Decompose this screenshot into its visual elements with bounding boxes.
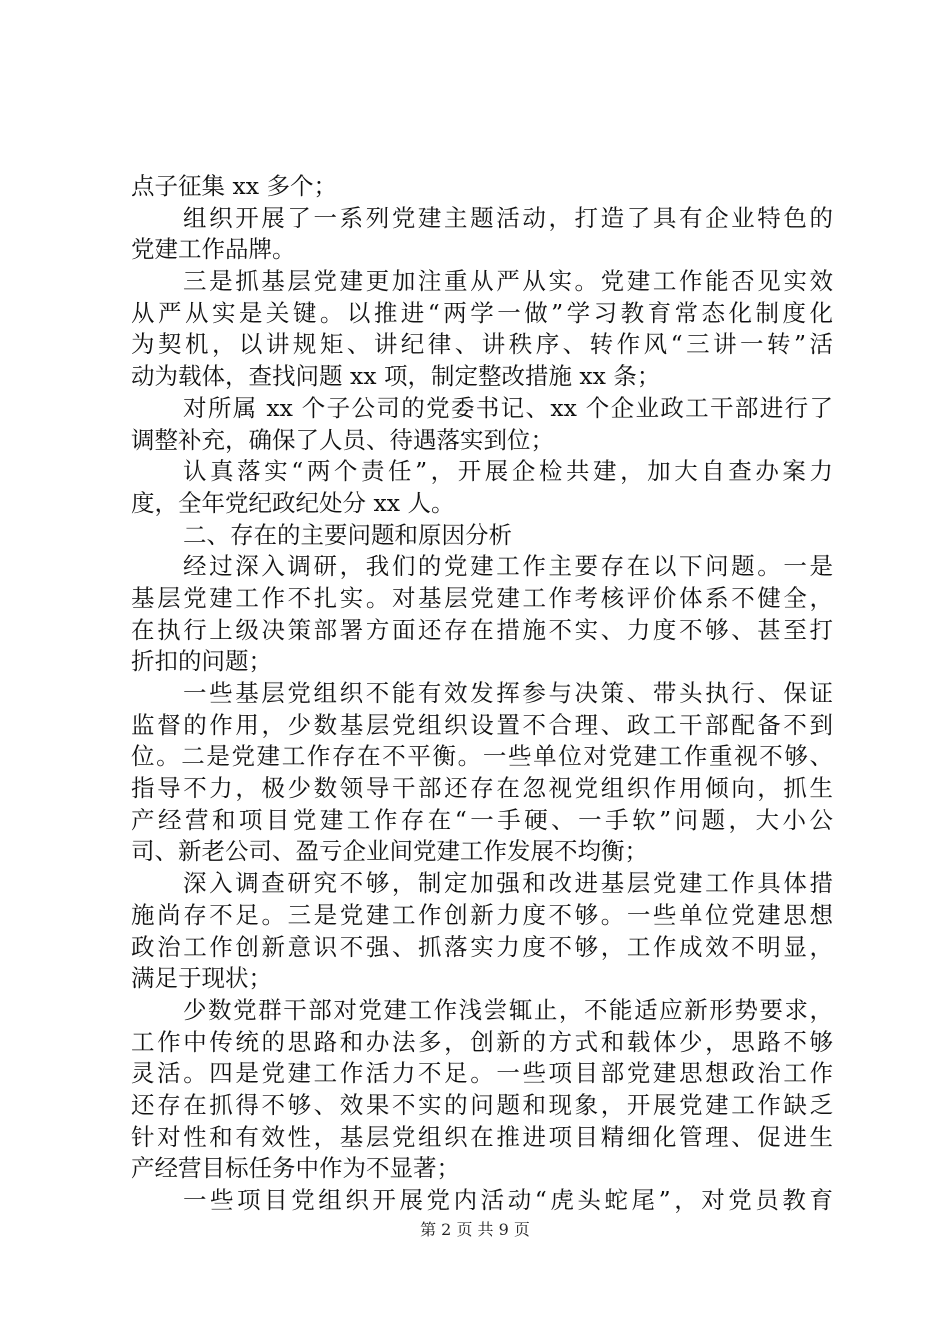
text-line: 组织开展了一系列党建主题活动，打造了具有企业特色的 (183, 203, 833, 232)
text-line: 折扣的问题； (131, 647, 272, 676)
text-line: 经过深入调研，我们的党建工作主要存在以下问题。一是 (183, 552, 833, 581)
text-line: 从严从实是关键。以推进“两学一做”学习教育常态化制度化 (131, 298, 833, 327)
text-line: 二、存在的主要问题和原因分析 (183, 520, 512, 549)
document-body (131, 171, 833, 1217)
text-line: 还存在抓得不够、效果不实的问题和现象，开展党建工作缺乏 (131, 1090, 833, 1119)
text-line: 认真落实“两个责任”，开展企检共建，加大自查办案力 (183, 457, 833, 486)
text-line: 基层党建工作不扎实。对基层党建工作考核评价体系不健全， (131, 583, 833, 612)
text-line: 一些项目党组织开展党内活动“虎头蛇尾”，对党员教育 (183, 1186, 833, 1214)
text-line: 少数党群干部对党建工作浅尝辄止，不能适应新形势要求， (183, 995, 833, 1024)
text-line: 工作中传统的思路和办法多，创新的方式和载体少，思路不够 (131, 1027, 833, 1056)
text-line: 调整补充，确保了人员、待遇落实到位； (131, 425, 554, 454)
page-footer: 第 2 页 共 9 页 (420, 1220, 530, 1239)
text-line: 在执行上级决策部署方面还存在措施不实、力度不够、甚至打 (131, 615, 833, 644)
text-line: 三是抓基层党建更加注重从严从实。党建工作能否见实效 (183, 267, 833, 296)
text-line: 党建工作品牌。 (131, 235, 296, 264)
text-line: 为契机，以讲规矩、讲纪律、讲秩序、转作风“三讲一转”活 (131, 330, 833, 359)
text-line: 施尚存不足。三是党建工作创新力度不够。一些单位党建思想 (131, 900, 833, 929)
text-line: 度，全年党纪政纪处分 xx 人。 (131, 488, 455, 517)
text-line: 位。二是党建工作存在不平衡。一些单位对党建工作重视不够、 (131, 742, 833, 771)
text-line: 对所属 xx 个子公司的党委书记、xx 个企业政工干部进行了 (183, 393, 833, 422)
text-line: 动为载体，查找问题 xx 项，制定整改措施 xx 条； (131, 362, 661, 391)
text-line: 灵活。四是党建工作活力不足。一些项目部党建思想政治工作 (131, 1059, 833, 1088)
text-line: 针对性和有效性，基层党组织在推进项目精细化管理、促进生 (131, 1122, 833, 1151)
text-line: 一些基层党组织不能有效发挥参与决策、带头执行、保证 (183, 679, 833, 707)
text-line: 产经营和项目党建工作存在“一手硬、一手软”问题，大小公 (131, 805, 833, 834)
text-line: 满足于现状； (131, 964, 272, 993)
text-line: 产经营目标任务中作为不显著； (131, 1154, 460, 1183)
text-line: 点子征集 xx 多个； (131, 172, 337, 200)
text-line: 指导不力，极少数领导干部还存在忽视党组织作用倾向，抓生 (131, 774, 833, 803)
text-line: 监督的作用，少数基层党组织设置不合理、政工干部配备不到 (131, 710, 833, 739)
text-line: 深入调查研究不够，制定加强和改进基层党建工作具体措 (183, 869, 833, 898)
text-line: 政治工作创新意识不强、抓落实力度不够，工作成效不明显， (131, 932, 833, 961)
text-line: 司、新老公司、盈亏企业间党建工作发展不均衡； (131, 837, 648, 866)
